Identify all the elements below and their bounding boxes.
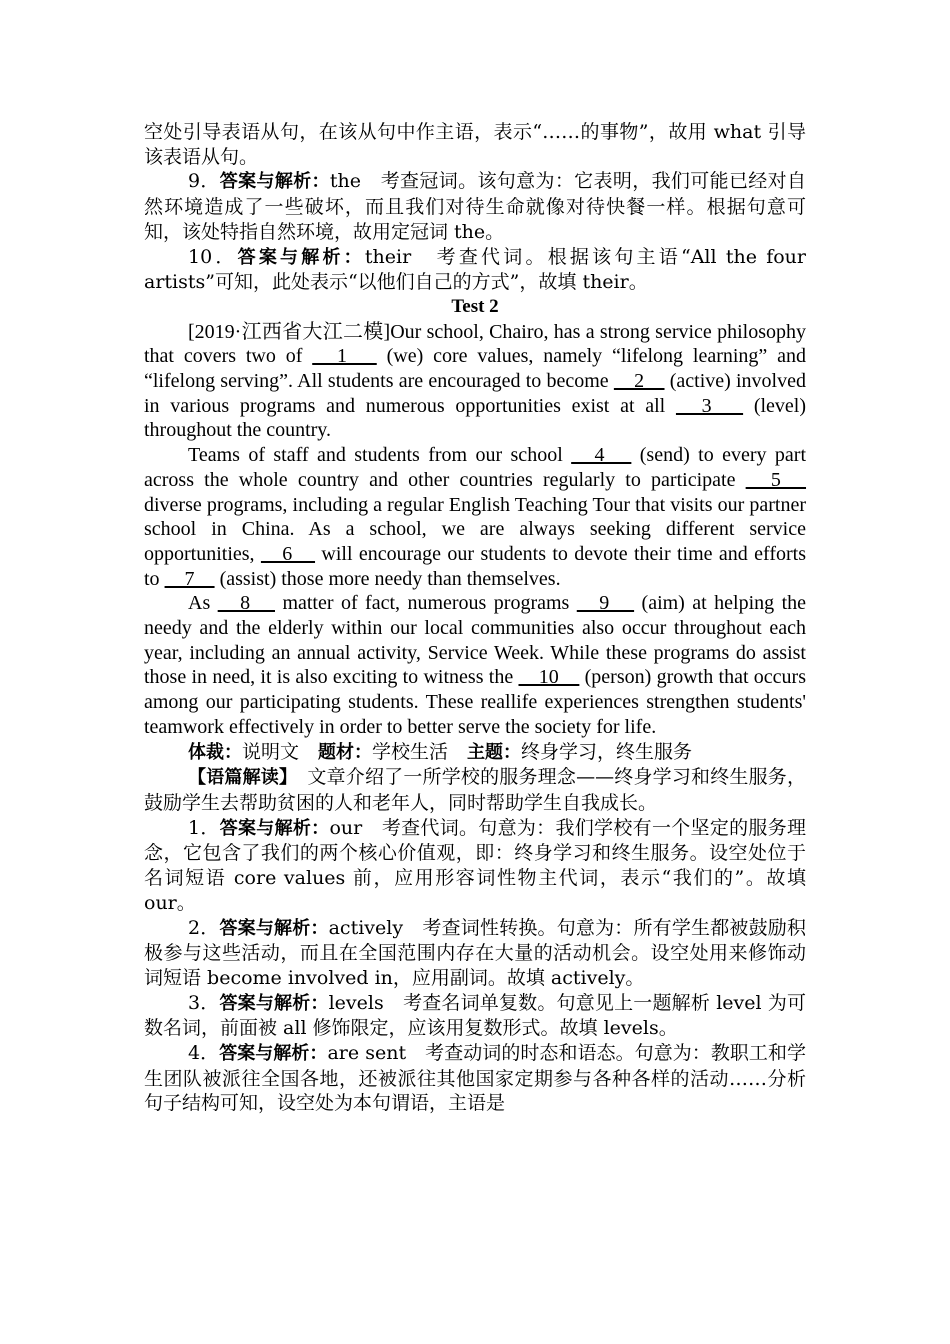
theme-value: 终身学习，终生服务 (521, 740, 693, 763)
blank-2: 2 (613, 370, 665, 393)
answer-text: their 考查代词。根据该句主语“All the four artists”可知，此处表示“以他们自己的方式”，故填 their。 (144, 245, 806, 294)
answer-label: 答案与解析： (219, 171, 330, 193)
passage-paragraph (144, 591, 806, 739)
meta-line (144, 740, 806, 766)
blank-5: 5 (745, 468, 807, 491)
passage-text: matter of fact, numerous programs (275, 592, 577, 615)
reading-text: 文章介绍了一所学校的服务理念——终身学习和终生服务，鼓励学生去帮助贫困的人和老年人，同时帮助学生自我成长。 (144, 766, 806, 814)
topic-label: 题材： (318, 741, 373, 763)
passage-text: As (188, 592, 218, 615)
passage-text: (person) growth that occurs among our participating students. These reallife experiences strengthen students' teamwork effectively in order to better serve the society for life. (144, 666, 806, 738)
passage-text: (we) core values, namely “lifelong learning” and “lifelong serving”. All students are encouraged to become (144, 345, 807, 393)
answer-number: 3． (188, 991, 220, 1014)
genre-label: 体裁： (188, 741, 242, 763)
passage-text: Teams of staff and students from our school (188, 444, 572, 467)
answer-label: 答案与解析： (237, 246, 365, 268)
answer-3 (144, 991, 806, 1041)
answer-10 (144, 245, 806, 295)
answer-text: are sent 考查动词的时态和语态。句意为：教职工和学生团队被派往全国各地，还被派往其他国家定期参与各种各样的活动……分析句子结构可知，设空处为本句谓语，主语是 (144, 1042, 807, 1115)
passage-text: (level) throughout the country. (144, 394, 806, 442)
answer-text: our 考查代词。句意为：我们学校有一个坚定的服务理念，它包含了我们的两个核心价值观，即：终身学习和终生服务。设空处位于名词短语 core values 前，应用形容词性物主代词，表示“我们的”。故填 our。 (144, 816, 807, 914)
answer-label: 答案与解析： (219, 817, 330, 839)
answer-text: the 考查冠词。该句意为：它表明，我们可能已经对自然环境造成了一些破坏，而且我们对待生命就像对待快餐一样。根据句意可知，该处特指自然环境，故用定冠词 the。 (144, 170, 807, 243)
passage-text: (send) to every part across the whole country and other countries regularly to participate (144, 444, 807, 491)
answer-4 (144, 1041, 806, 1116)
topic-value: 学校生活 (372, 740, 468, 763)
answer-label: 答案与解析： (219, 917, 329, 939)
answer-number: 1． (188, 816, 220, 839)
answer-number: 4． (188, 1042, 220, 1065)
test-title: Test 2 (451, 295, 499, 317)
answer-2 (144, 916, 806, 991)
passage-text: (active) involved in various programs and numerous opportunities exist at all (144, 370, 806, 417)
passage-text: diverse programs, including a regular English Teaching Tour that visits our partner school in China. As a school, we are always seeking different service opportunities, (144, 493, 806, 565)
passage-text: (assist) those more needy than themselves. (214, 567, 561, 590)
blank-7: 7 (164, 567, 215, 590)
document-page (144, 120, 806, 1116)
blank-9: 9 (576, 592, 635, 615)
continued-explanation: 空处引导表语从句，在该从句中作主语，表示“……的事物”，故用 what 引导该表语从句。 (144, 121, 806, 168)
blank-1: 1 (312, 345, 377, 368)
answer-1 (144, 816, 806, 916)
answer-text: levels 考查名词单复数。句意见上一题解析 level 为可数名词，前面被 all 修饰限定，应该用复数形式。故填 levels。 (144, 991, 807, 1040)
answer-9 (144, 169, 806, 244)
theme-label: 主题： (467, 741, 522, 763)
blank-3: 3 (675, 394, 744, 417)
passage-text: [2019·江西省大江二模]Our school, Chairo, has a strong service philosophy that covers two of (144, 320, 806, 368)
blank-8: 8 (217, 592, 275, 615)
answer-number: 2． (188, 916, 220, 939)
blank-4: 4 (571, 444, 632, 467)
reading-label: 【语篇解读】 (188, 767, 289, 789)
passage-paragraph (144, 443, 806, 591)
answer-number: 9． (188, 170, 220, 193)
passage-paragraph (144, 320, 806, 444)
cloze-passage (144, 320, 806, 740)
passage-text: will encourage our students to devote their time and efforts to (144, 542, 807, 590)
genre-value: 说明文 (242, 740, 319, 763)
blank-6: 6 (260, 542, 316, 565)
answer-label: 答案与解析： (219, 992, 329, 1014)
answer-number: 10． (188, 245, 238, 268)
passage-text: (aim) at helping the needy and the elderly within our local communities also occur throughout each year, including an annual activity, Service Week. While these programs do assist those in need, it is also exciting to witness the (144, 592, 807, 689)
blank-10: 10 (518, 666, 580, 689)
answer-label: 答案与解析： (219, 1043, 328, 1065)
answer-text: actively 考查词性转换。句意为：所有学生都被鼓励积极参与这些活动，而且在全国范围内存在大量的活动机会。设空处用来修饰动词短语 become involved in，应用副词。故填 actively。 (144, 916, 806, 989)
reading-summary (144, 765, 806, 815)
